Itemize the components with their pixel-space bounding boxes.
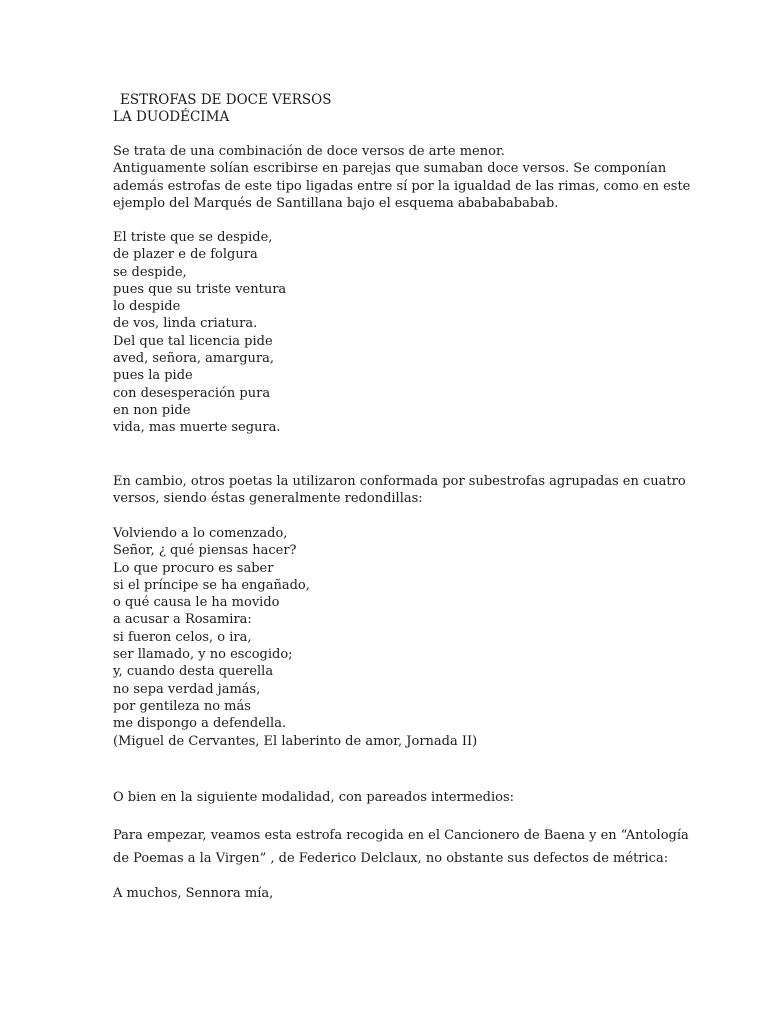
- text-line: Antiguamente solían escribirse en parejas que sumaban doce versos. Se componían: [113, 161, 667, 177]
- subtitle-line: LA DUODÉCIMA: [113, 109, 230, 125]
- verse-line: se despide,: [113, 264, 187, 280]
- verse-line: me dispongo a defendella.: [113, 716, 287, 732]
- poem-santillana: [113, 229, 673, 437]
- verse-line: si fueron celos, o ira,: [113, 629, 252, 645]
- text-line: ejemplo del Marqués de Santillana bajo el esquema abababababab.: [113, 195, 559, 211]
- document-title: [113, 92, 332, 126]
- citation-line: (Miguel de Cervantes, El laberinto de amor, Jornada II): [113, 733, 478, 749]
- verse-line: a acusar a Rosamira:: [113, 612, 252, 628]
- verse-line: A muchos, Sennora mía,: [113, 886, 274, 901]
- title-line: ESTROFAS DE DOCE VERSOS: [120, 92, 332, 108]
- modalidad-paragraph: [113, 789, 673, 806]
- cancionero-paragraph: [113, 824, 689, 870]
- verse-line: Del que tal licencia pide: [113, 333, 273, 349]
- verse-line: ser llamado, y no escogido;: [113, 647, 293, 663]
- text-line: de Poemas a la Virgen” , de Federico Delclaux, no obstante sus defectos de métrica:: [113, 851, 669, 866]
- verse-line: Señor, ¿ qué piensas hacer?: [113, 543, 297, 559]
- verse-line: Lo que procuro es saber: [113, 560, 274, 576]
- verse-line: lo despide: [113, 299, 181, 315]
- text-line: O bien en la siguiente modalidad, con pareados intermedios:: [113, 790, 515, 805]
- poem-cervantes: [113, 525, 673, 750]
- verse-line: por gentileza no más: [113, 698, 251, 714]
- verse-line: El triste que se despide,: [113, 230, 273, 245]
- text-line: En cambio, otros poetas la utilizaron conformada por subestrofas agrupadas en cuatro: [113, 474, 686, 489]
- text-line: Para empezar, veamos esta estrofa recogida en el Cancionero de Baena y en “Antología: [113, 828, 689, 843]
- verse-line: aved, señora, amargura,: [113, 351, 275, 367]
- intro-paragraph: [113, 143, 691, 212]
- poem-baena: [113, 885, 673, 902]
- verse-line: de vos, linda criatura.: [113, 316, 258, 332]
- text-line: además estrofas de este tipo ligadas entre sí por la igualdad de las rimas, como en este: [113, 178, 691, 194]
- verse-line: Volviendo a lo comenzado,: [113, 526, 288, 541]
- verse-line: vida, mas muerte segura.: [113, 420, 281, 436]
- verse-line: con desesperación pura: [113, 385, 271, 401]
- text-line: Se trata de una combinación de doce versos de arte menor.: [113, 144, 505, 159]
- verse-line: y, cuando desta querella: [113, 664, 274, 680]
- redondillas-paragraph: [113, 473, 686, 508]
- verse-line: de plazer e de folgura: [113, 247, 258, 263]
- verse-line: o qué causa le ha movido: [113, 595, 280, 611]
- text-line: versos, siendo éstas generalmente redondillas:: [113, 491, 423, 507]
- verse-line: no sepa verdad jamás,: [113, 681, 261, 697]
- verse-line: pues la pide: [113, 368, 193, 384]
- verse-line: en non pide: [113, 402, 191, 418]
- verse-line: pues que su triste ventura: [113, 281, 287, 297]
- verse-line: si el príncipe se ha engañado,: [113, 577, 310, 593]
